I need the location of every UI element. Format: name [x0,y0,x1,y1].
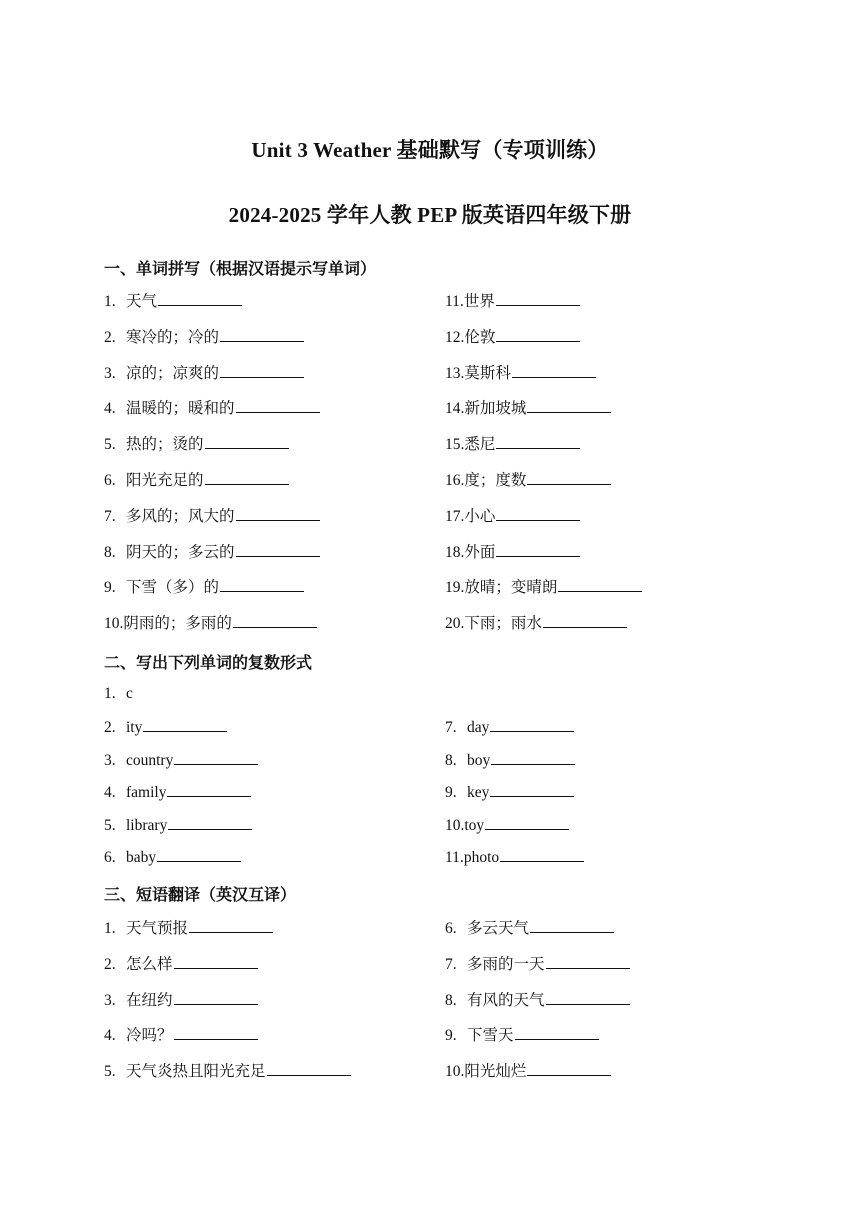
answer-blank[interactable] [485,815,569,830]
answer-blank[interactable] [500,847,584,862]
item-text: 新加坡城 [464,400,527,418]
item-text: key [467,784,490,802]
item-text: boy [467,751,491,769]
item-text: 凉的；凉爽的 [126,364,220,382]
answer-blank[interactable] [189,918,273,933]
item-number: 9. [104,579,116,597]
answer-blank[interactable] [174,750,258,765]
item-number: 19. [445,579,465,597]
answer-blank[interactable] [546,954,630,969]
list-item [104,684,133,704]
item-text: 天气预报 [126,920,189,937]
item-number: 2. [104,719,116,736]
item-text: toy [464,816,485,834]
list-item [104,506,320,527]
list-item [445,291,580,312]
item-number: 7. [445,955,457,973]
item-text: 阴雨的；多雨的 [123,615,232,633]
item-number: 5. [104,816,116,834]
item-text: day [467,719,490,736]
item-number: 18. [445,543,465,561]
item-number: 13. [445,364,465,382]
list-item [104,542,320,563]
item-number: 10. [104,615,124,633]
item-text: country [126,751,174,769]
item-text: family [126,784,167,802]
page-title: Unit 3 Weather 基础默写（专项训练） [251,138,609,162]
item-text: 在纽约 [126,991,173,1009]
list-item [104,291,242,312]
item-text: 多云天气 [467,920,530,937]
item-number: 8. [445,751,457,769]
item-number: 14. [445,400,465,418]
item-number: 11. [445,849,464,867]
item-number: 2. [104,955,116,973]
item-text: baby [126,849,157,867]
list-item [104,434,289,455]
answer-blank[interactable] [496,291,580,306]
item-text: 悉尼 [464,436,496,454]
answer-blank[interactable] [267,1061,351,1076]
list-item [104,782,251,803]
answer-blank[interactable] [527,470,611,485]
item-number: 3. [104,991,116,1009]
answer-blank[interactable] [158,291,242,306]
list-item [104,717,227,738]
answer-blank[interactable] [236,506,320,521]
item-text: library [126,816,168,834]
list-item [445,577,642,598]
list-item [445,847,584,868]
item-number: 5. [104,436,116,454]
item-number: 9. [445,1027,457,1045]
answer-blank[interactable] [220,327,304,342]
answer-blank[interactable] [157,847,241,862]
item-text: c [126,685,133,702]
list-item [104,577,304,598]
item-text: 天气 [126,293,158,310]
answer-blank[interactable] [205,470,289,485]
item-number: 8. [445,991,457,1009]
item-text: 有风的天气 [467,991,545,1009]
list-item [104,815,252,836]
answer-blank[interactable] [490,717,574,732]
item-text: 冷吗？ [126,1027,173,1045]
answer-blank[interactable] [220,577,304,592]
item-text: 放晴；变晴朗 [464,579,558,597]
item-text: 阳光充足的 [126,472,204,489]
answer-blank[interactable] [174,990,258,1005]
list-item [445,613,627,634]
list-item [104,613,317,634]
list-item [104,363,304,384]
answer-blank[interactable] [490,782,574,797]
item-number: 6. [104,849,116,867]
item-number: 3. [104,364,116,382]
answer-blank[interactable] [220,363,304,378]
answer-blank[interactable] [496,506,580,521]
answer-blank[interactable] [236,542,320,557]
list-item [104,918,273,939]
answer-blank[interactable] [496,542,580,557]
answer-blank[interactable] [527,1061,611,1076]
answer-blank[interactable] [174,954,258,969]
item-number: 5. [104,1063,116,1081]
answer-blank[interactable] [515,1025,599,1040]
item-text: 世界 [463,293,495,310]
item-number: 10. [445,816,465,834]
item-text: 阴天的；多云的 [126,543,235,561]
answer-blank[interactable] [233,613,317,628]
answer-blank[interactable] [530,918,614,933]
answer-blank[interactable] [143,717,227,732]
answer-blank[interactable] [167,782,251,797]
item-text: 天气炎热且阳光充足 [126,1063,266,1081]
list-item [104,847,241,868]
item-text: 小心 [464,507,496,525]
list-item [445,542,580,563]
item-text: 下雪天 [467,1027,514,1045]
list-item [445,750,575,771]
list-item [104,1025,258,1046]
section-2-heading: 二、写出下列单词的复数形式 [104,655,313,672]
item-text: 多风的；风大的 [126,507,235,525]
list-item [445,398,611,419]
item-text: 莫斯科 [464,364,511,382]
list-item [445,990,630,1011]
item-text: 阳光灿烂 [464,1063,527,1081]
list-item [104,398,320,419]
answer-blank[interactable] [558,577,642,592]
item-number: 7. [104,507,116,525]
answer-blank[interactable] [491,750,575,765]
answer-blank[interactable] [168,815,252,830]
item-text: 寒冷的；冷的 [126,328,220,346]
answer-blank[interactable] [512,363,596,378]
list-item [445,1025,599,1046]
item-number: 3. [104,751,116,769]
item-number: 20. [445,615,465,633]
item-number: 2. [104,328,116,346]
item-text: 热的；烫的 [126,436,204,454]
list-item [445,434,580,455]
item-number: 6. [445,920,457,937]
item-text: 温暖的；暖和的 [126,400,235,418]
list-item [445,470,611,491]
answer-blank[interactable] [496,327,580,342]
answer-blank[interactable] [527,398,611,413]
item-number: 15. [445,436,465,454]
answer-blank[interactable] [205,434,289,449]
item-text: 度；度数 [464,472,527,489]
list-item [445,327,580,348]
list-item [445,1061,611,1082]
list-item [104,750,258,771]
item-number: 7. [445,719,457,736]
item-text: 怎么样 [126,955,173,973]
item-text: 下雪（多）的 [126,579,220,597]
item-number: 9. [445,784,457,802]
item-number: 4. [104,784,116,802]
item-number: 11. [445,293,464,310]
item-number: 16. [445,472,465,489]
item-number: 12. [445,328,465,346]
item-number: 17. [445,507,465,525]
item-number: 4. [104,1027,116,1045]
list-item [445,815,569,836]
item-number: 1. [104,293,116,310]
item-number: 1. [104,685,116,702]
answer-blank[interactable] [236,398,320,413]
item-text: ity [126,719,143,736]
section-3-heading: 三、短语翻译（英汉互译） [104,887,297,904]
answer-blank[interactable] [174,1025,258,1040]
item-text: 外面 [464,543,496,561]
list-item [104,954,258,975]
list-item [445,782,574,803]
list-item [445,954,630,975]
answer-blank[interactable] [496,434,580,449]
item-number: 8. [104,543,116,561]
answer-blank[interactable] [543,613,627,628]
item-number: 1. [104,920,116,937]
answer-blank[interactable] [546,990,630,1005]
list-item [104,327,304,348]
list-item [445,363,596,384]
list-item [104,1061,351,1082]
list-item [445,506,580,527]
list-item [104,990,258,1011]
item-number: 4. [104,400,116,418]
item-number: 10. [445,1063,465,1081]
list-item [445,717,574,738]
list-item [104,470,289,491]
item-number: 6. [104,472,116,489]
item-text: 伦敦 [464,328,496,346]
section-1-heading: 一、单词拼写（根据汉语提示写单词） [104,261,377,278]
page-subtitle: 2024-2025 学年人教 PEP 版英语四年级下册 [228,203,632,227]
list-item [445,918,614,939]
item-text: photo [463,849,500,867]
item-text: 多雨的一天 [467,955,545,973]
item-text: 下雨；雨水 [464,615,542,633]
